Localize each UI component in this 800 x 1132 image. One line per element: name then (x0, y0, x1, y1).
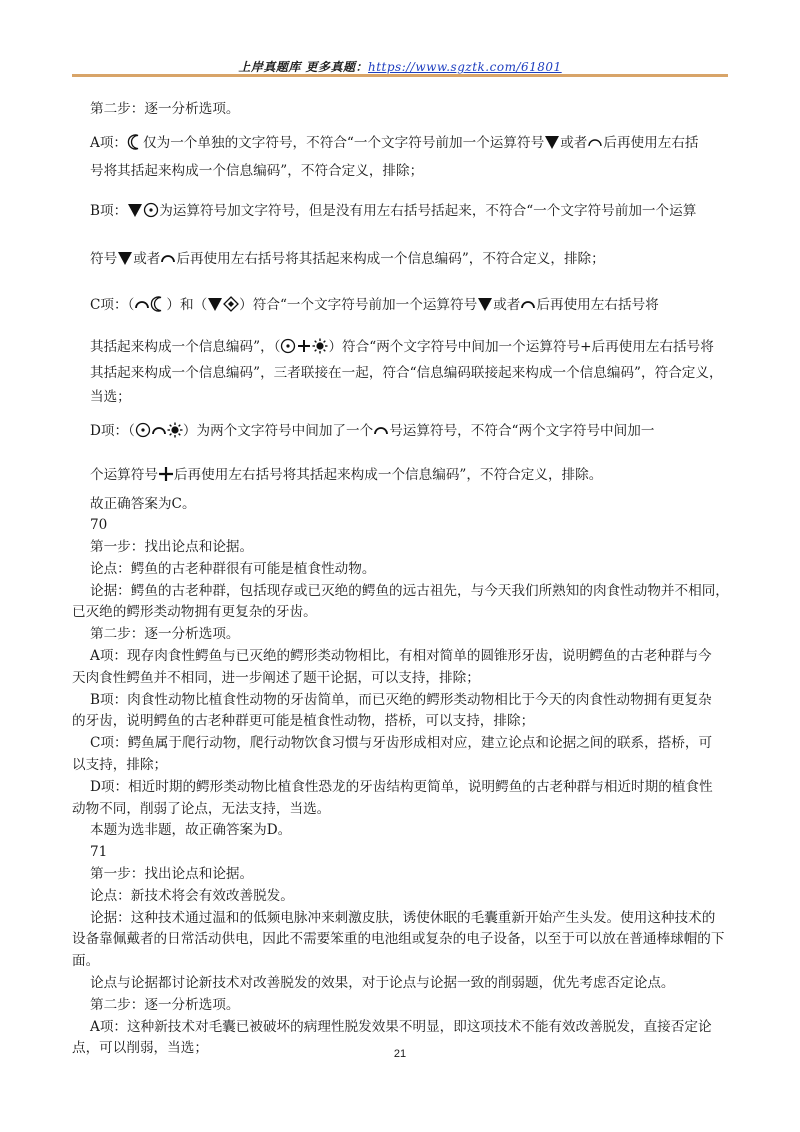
paragraph: 天肉食性鳄鱼并不相同，进一步阐述了题干论据，可以支持，排除； (72, 669, 480, 686)
paragraph: 第二步：逐一分析选项。 (90, 101, 240, 117)
paragraph: 已灭绝的鳄形类动物拥有更复杂的牙齿。 (72, 604, 317, 621)
paragraph: 动物不同，削弱了论点，无法支持，当选。 (72, 800, 331, 817)
paragraph: 第一步：找出论点和论据。 (90, 866, 254, 883)
text-run: D项：（ (90, 422, 135, 439)
option-label: B项： (90, 202, 128, 219)
text-run: ）为两个文字符号中间加了一个 (182, 422, 374, 439)
paragraph: 论点：新技术将会有效改善脱发。 (90, 887, 294, 904)
paragraph: 点，可以削弱，当选； (72, 1040, 208, 1057)
page-number: 21 (393, 1048, 407, 1060)
paragraph: 本题为选非题，故正确答案为D。 (90, 822, 292, 839)
circled-dot-icon (135, 422, 151, 438)
down-triangle-icon (127, 202, 143, 218)
paragraph (90, 334, 740, 360)
paragraph: 第一步：找出论点和论据。 (90, 539, 254, 556)
question-number: 70 (90, 517, 108, 534)
text-run: ）符合“一个文字符号前加一个运算符号 (239, 296, 478, 313)
paragraph: 其括起来构成一个信息编码”，三者联接在一起，符合“信息编码联接起来构成一个信息编码”，符合定义， (90, 364, 723, 381)
paragraph: 设备靠佩戴者的日常活动供电，因此不需要笨重的电池组或复杂的电子设备，以至于可以放在普通棒球帽的下 (72, 931, 725, 948)
plus-icon (158, 466, 174, 482)
header-lead: 上岸真题库 更多真题： (238, 60, 368, 74)
paragraph: 第二步：逐一分析选项。 (90, 996, 240, 1013)
arc-icon (160, 250, 176, 266)
header-url-link[interactable]: https://www.sgztk.com/61801 (368, 60, 562, 74)
text-run: 其括起来构成一个信息编码”，（ (90, 338, 281, 355)
circled-dot-icon (280, 338, 296, 354)
down-triangle-icon (117, 250, 133, 266)
arc-icon (373, 422, 389, 438)
paragraph: 论点与论据都讨论新技术对改善脱发的效果，对于论点与论据一致的削弱题，优先考虑否定论点。 (90, 975, 675, 992)
text-run: 或者 (493, 296, 521, 313)
diamond-dot-icon (223, 296, 239, 312)
arc-icon (587, 134, 603, 150)
down-triangle-icon (544, 134, 560, 150)
crescent-moon-icon (127, 134, 143, 150)
paragraph: C项：鳄鱼属于爬行动物，爬行动物饮食习惯与牙齿形成相对应，建立论点和论据之间的联系，搭桥，可 (90, 735, 713, 752)
paragraph: 故正确答案为C。 (90, 495, 196, 512)
header-divider (72, 74, 728, 77)
paragraph (90, 128, 740, 158)
paragraph: 号将其括起来构成一个信息编码”，不符合定义，排除； (90, 162, 424, 179)
paragraph (90, 416, 740, 446)
sun-icon (312, 338, 328, 354)
paragraph: 面。 (72, 953, 100, 970)
text-run: ）符合“两个文字符号中间加一个运算符号+后再使用左右括号将 (328, 338, 714, 355)
paragraph: 论据：这种技术通过温和的低频电脉冲来刺激皮肤，诱使休眠的毛囊重新开始产生头发。使用这种技术的 (90, 909, 716, 926)
page-body (72, 98, 740, 1060)
sun-icon (167, 422, 183, 438)
paragraph: 的牙齿，说明鳄鱼的古老种群更可能是植食性动物，搭桥，可以支持，排除； (72, 713, 535, 730)
down-triangle-icon (477, 296, 493, 312)
paragraph: 当选； (90, 388, 131, 405)
page-header (0, 58, 800, 75)
circled-dot-icon (143, 202, 159, 218)
text-run: 为运算符号加文字符号，但是没有用左右括号括起来，不符合“一个文字符号前加一个运算 (159, 202, 697, 219)
paragraph: D项：相近时期的鳄形类动物比植食性恐龙的牙齿结构更简单，说明鳄鱼的古老种群与相近时期的植食性 (90, 778, 713, 795)
paragraph: 第二步：逐一分析选项。 (90, 626, 240, 643)
paragraph (90, 196, 740, 226)
arc-icon (520, 296, 536, 312)
paragraph (90, 460, 740, 490)
arc-icon (151, 422, 167, 438)
paragraph: 以支持，排除； (72, 757, 168, 774)
text-run: 个运算符号 (90, 466, 158, 483)
text-run: 后再使用左右括 (603, 134, 699, 151)
text-run: C项：（ (90, 296, 135, 313)
text-run: ）和（ (166, 296, 208, 313)
text-run: 或者 (560, 134, 588, 151)
text-run: 或者 (133, 250, 161, 267)
text-run: 符号 (90, 250, 118, 267)
text-run: 后再使用左右括号将 (536, 296, 659, 313)
paragraph: A项：现存肉食性鳄鱼与已灭绝的鳄形类动物相比，有相对简单的圆锥形牙齿，说明鳄鱼的古老种群与今 (90, 648, 712, 665)
paragraph: 论点：鳄鱼的古老种群很有可能是植食性动物。 (90, 560, 376, 577)
paragraph: A项：这种新技术对毛囊已被破坏的病理性脱发效果不明显，即这项技术不能有效改善脱发，直接否定论 (90, 1018, 712, 1035)
text-run: 号运算符号，不符合“两个文字符号中间加一 (389, 422, 655, 439)
paragraph (90, 244, 740, 274)
down-triangle-icon (207, 296, 223, 312)
text-run: 仅为一个单独的文字符号，不符合“一个文字符号前加一个运算符号 (143, 134, 545, 151)
plus-icon (296, 338, 312, 354)
text-run: 后再使用左右括号将其括起来构成一个信息编码”，不符合定义，排除。 (173, 466, 603, 483)
arc-icon (134, 296, 150, 312)
paragraph: B项：肉食性动物比植食性动物的牙齿简单，而已灭绝的鳄形类动物相比于今天的肉食性动物拥有更复杂 (90, 691, 712, 708)
option-label: A项： (90, 134, 128, 151)
paragraph (90, 290, 740, 320)
crescent-moon-icon (150, 296, 166, 312)
paragraph: 论据：鳄鱼的古老种群，包括现存或已灭绝的鳄鱼的远古祖先，与今天我们所熟知的肉食性动物并不相同， (90, 582, 729, 599)
text-run: 后再使用左右括号将其括起来构成一个信息编码”，不符合定义，排除； (176, 250, 605, 267)
question-number: 71 (90, 844, 108, 861)
